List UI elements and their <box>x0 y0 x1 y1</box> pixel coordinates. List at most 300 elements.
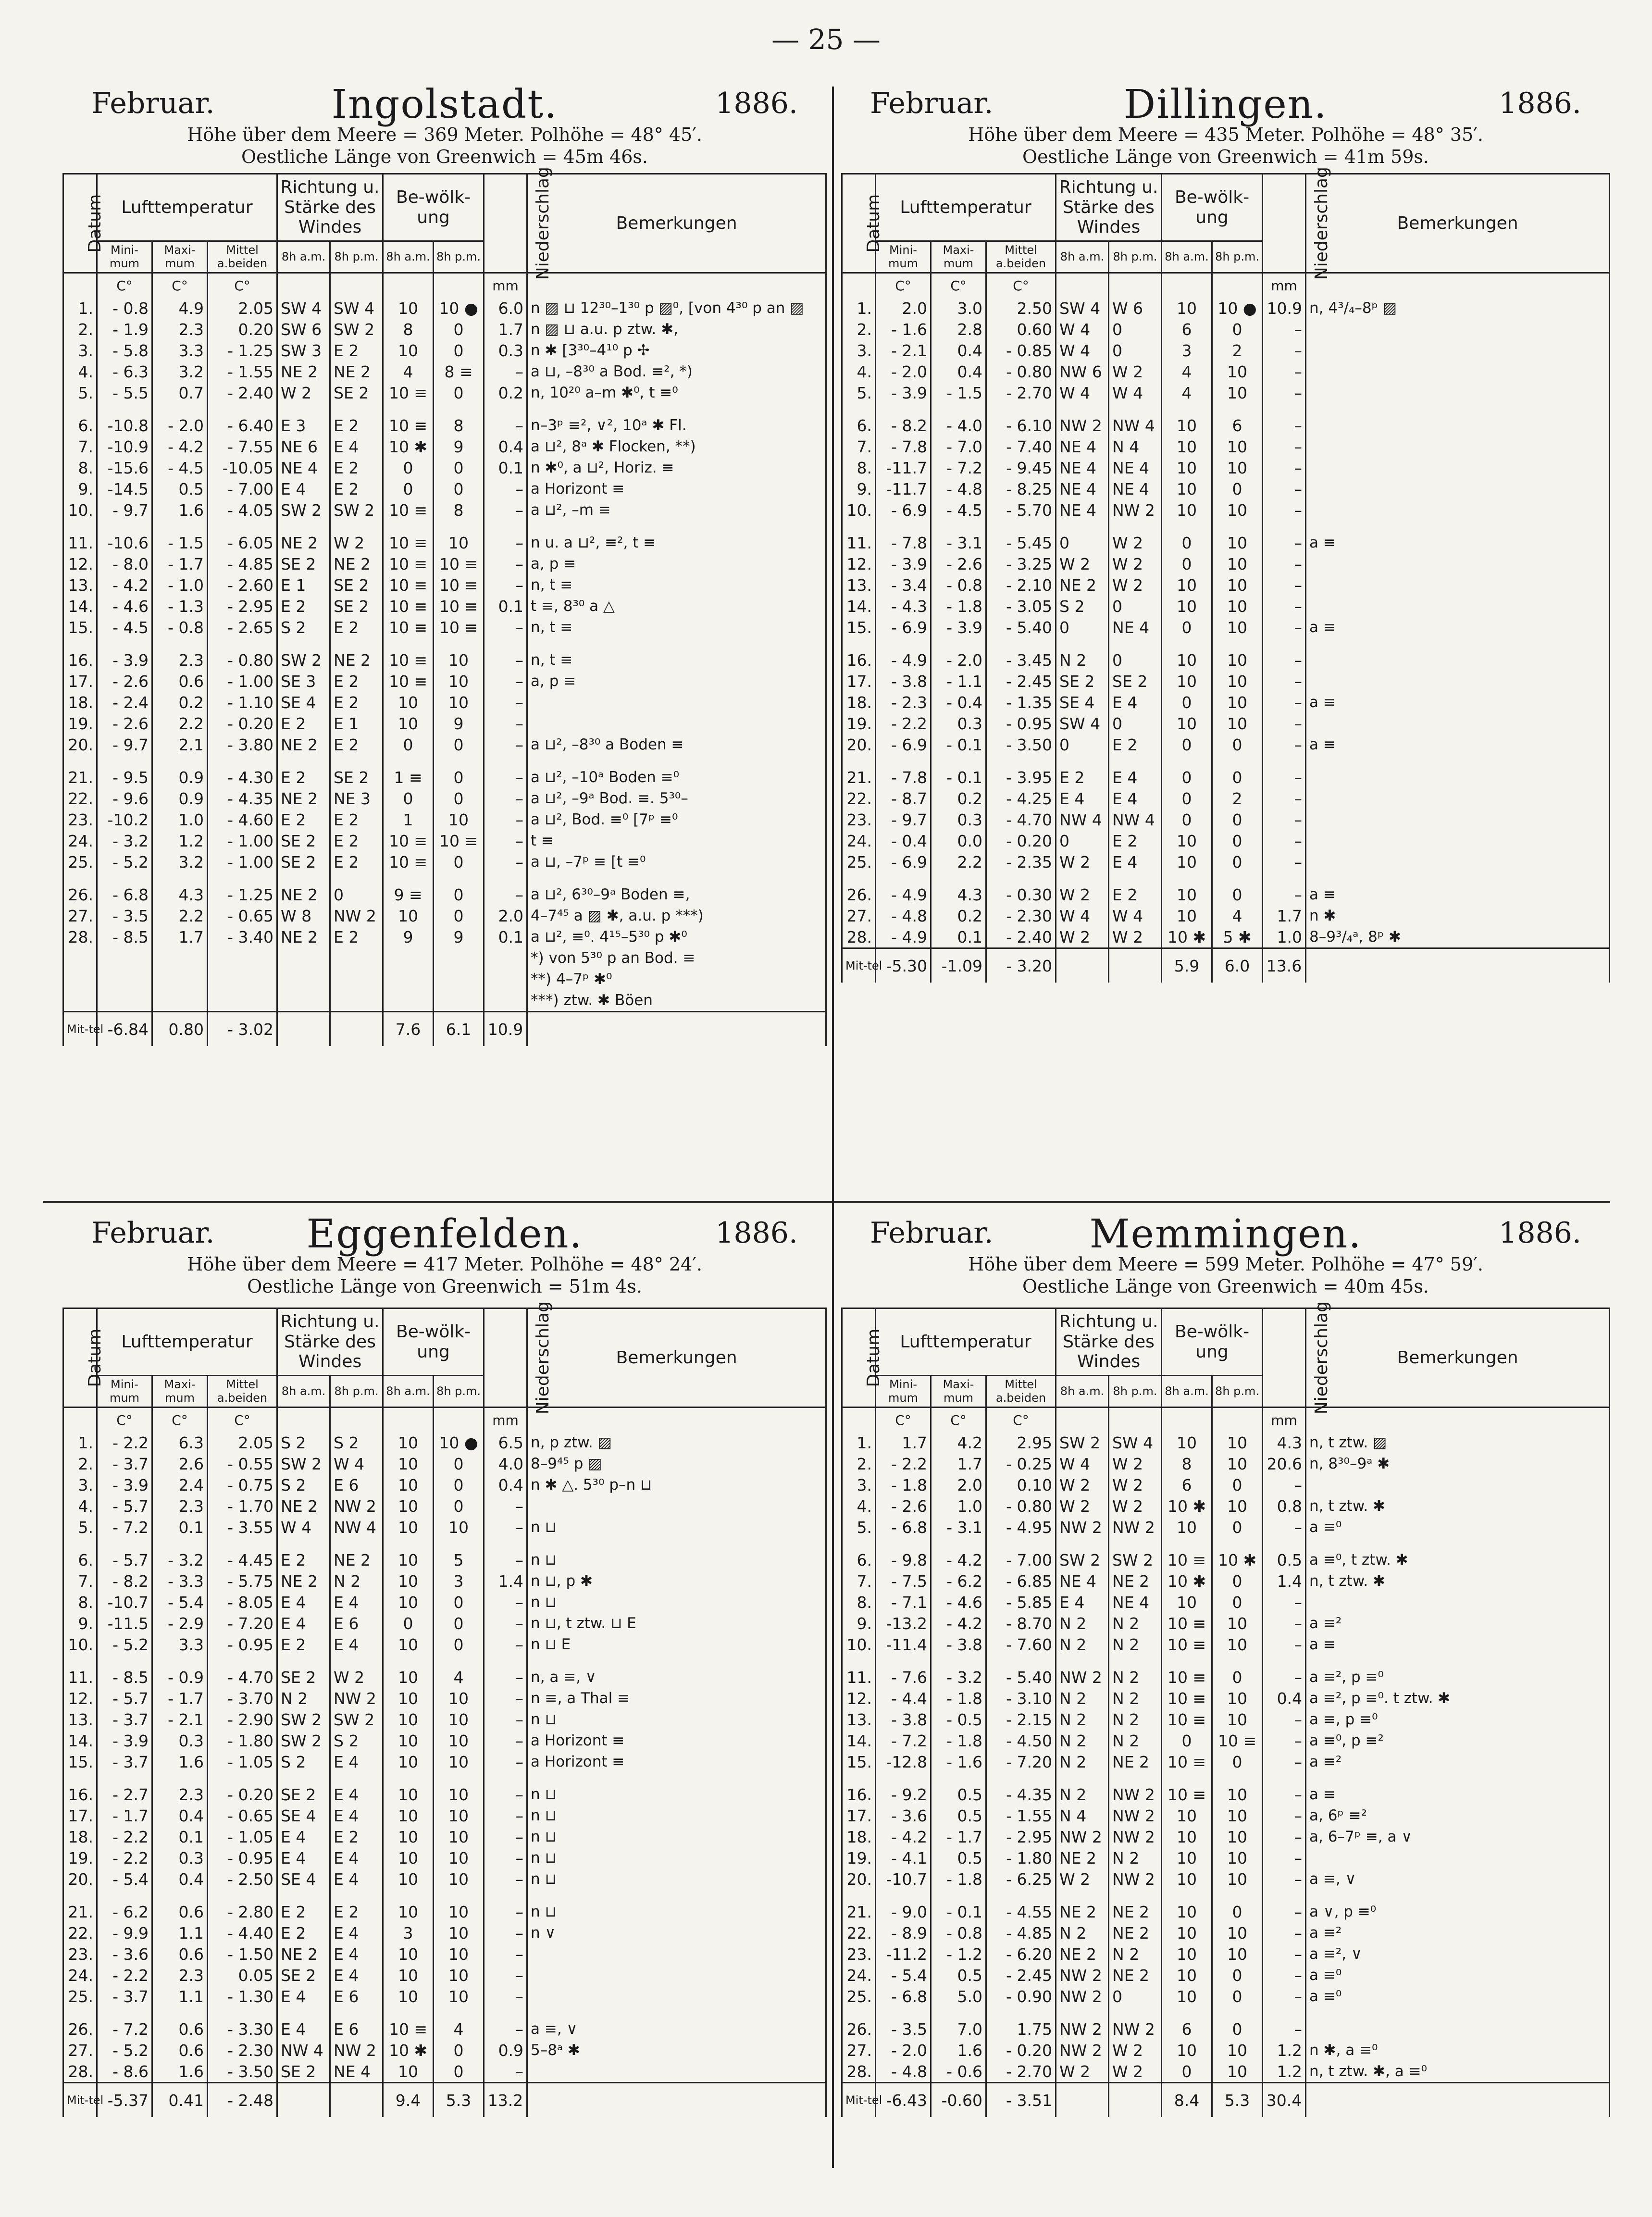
cell: N 2 <box>1056 1613 1109 1634</box>
cell: – <box>484 617 527 638</box>
col-bemerkungen: Bemerkungen <box>527 174 826 273</box>
table-row <box>842 1549 1610 1570</box>
cell: 2.6 <box>152 1453 208 1474</box>
cell: -10.8 <box>97 415 152 436</box>
footnote: *) von 5³⁰ p an Bod. ≡ <box>527 947 826 969</box>
cell: N 2 <box>1109 1667 1162 1688</box>
cell: 10 <box>1212 713 1263 734</box>
cell: SE 2 <box>277 851 330 872</box>
cell <box>527 1986 826 2007</box>
cell: a, 6ᵖ ≡² <box>1306 1805 1610 1826</box>
mean-value: -1.09 <box>931 948 986 983</box>
cell: 15. <box>842 617 876 638</box>
cell: - 0.8 <box>931 1922 986 1943</box>
cell: NW 4 <box>1056 809 1109 830</box>
cell: 0 <box>1212 319 1263 340</box>
cell: N 2 <box>1056 1751 1109 1772</box>
table-row <box>63 926 826 947</box>
cell: 10 <box>383 713 434 734</box>
cell: S 2 <box>277 1751 330 1772</box>
gap-cell <box>383 2007 434 2018</box>
table-row <box>842 298 1610 319</box>
gap-cell <box>1056 1772 1109 1784</box>
cell <box>1306 319 1610 340</box>
cell: N 2 <box>1056 1784 1109 1805</box>
table-row <box>63 1432 826 1453</box>
cell: 0 <box>434 457 484 478</box>
cell: 10 <box>1162 830 1212 851</box>
cell: 0 <box>1162 788 1212 809</box>
cell: - 0.90 <box>986 1986 1056 2007</box>
cell: - 4.55 <box>986 1901 1056 1922</box>
cell: – <box>1263 830 1306 851</box>
cell: - 3.9 <box>97 1730 152 1751</box>
cell: 15. <box>63 617 97 638</box>
cell: - 7.6 <box>876 1667 931 1688</box>
unit-blank <box>1306 1407 1610 1432</box>
cell: - 2.15 <box>986 1709 1056 1730</box>
cell: SW 2 <box>330 319 383 340</box>
cell: 1.7 <box>152 926 208 947</box>
cell: 0 <box>1212 2018 1263 2040</box>
cell: 10 <box>434 649 484 671</box>
cell: 15. <box>63 1751 97 1772</box>
cell: – <box>1263 1709 1306 1730</box>
cell: 0 <box>1162 767 1212 788</box>
cell: n ≡, a Thal ≡ <box>527 1688 826 1709</box>
cell: 3 <box>383 1922 434 1943</box>
cell: – <box>484 1495 527 1517</box>
gap-cell <box>152 1655 208 1667</box>
gap-cell <box>383 1890 434 1901</box>
gap-cell <box>277 1890 330 1901</box>
cell: 4.3 <box>1263 1432 1306 1453</box>
mean-value: 6.0 <box>1212 948 1263 983</box>
gap-cell <box>208 521 277 532</box>
cell: 10 ≡ <box>1162 1634 1212 1655</box>
gap-cell <box>484 872 527 884</box>
cell: - 0.75 <box>208 1474 277 1495</box>
cell: - 5.40 <box>986 617 1056 638</box>
station-panel-dillingen <box>841 82 1610 1197</box>
gap-cell <box>1162 755 1212 767</box>
gap-cell <box>1162 638 1212 649</box>
cell: 8. <box>842 1592 876 1613</box>
cell: 1. <box>63 1432 97 1453</box>
cell: a ≡⁰ <box>1306 1517 1610 1538</box>
blank-cell <box>208 947 277 969</box>
cell: 10 <box>1162 2040 1212 2061</box>
cell: E 4 <box>1056 1592 1109 1613</box>
cell: 1. <box>842 298 876 319</box>
cell: 10 ≡ <box>383 532 434 553</box>
cell: – <box>484 1901 527 1922</box>
cell: 0.4 <box>931 361 986 382</box>
cell: 18. <box>63 692 97 713</box>
cell: 1.4 <box>484 1570 527 1592</box>
col-cloud-pm: 8h p.m. <box>434 1376 484 1407</box>
unit-blank <box>1212 1407 1263 1432</box>
weather-table <box>62 1301 827 2117</box>
cell: - 9.9 <box>97 1922 152 1943</box>
cell <box>1306 809 1610 830</box>
cell: 10 <box>383 1474 434 1495</box>
cell: 10 <box>383 1453 434 1474</box>
gap-cell <box>1212 638 1263 649</box>
cell: n, 8³⁰–9ᵃ ✱ <box>1306 1453 1610 1474</box>
table-row <box>842 926 1610 948</box>
cell: E 2 <box>277 809 330 830</box>
cell: E 2 <box>330 617 383 638</box>
cell: t ≡ <box>527 830 826 851</box>
horizontal-divider <box>43 1201 1610 1203</box>
cell: 1.4 <box>1263 1570 1306 1592</box>
cell: NE 2 <box>1109 1922 1162 1943</box>
cell: 0.9 <box>152 788 208 809</box>
table-row <box>842 1474 1610 1495</box>
cell: 3. <box>842 340 876 361</box>
cell: E 4 <box>330 1805 383 1826</box>
cell: - 4.85 <box>986 1922 1056 1943</box>
unit-mm: mm <box>484 1407 527 1432</box>
cell: 10 ✱ <box>1162 1495 1212 1517</box>
cell <box>1306 1847 1610 1868</box>
cell: 5 <box>434 1549 484 1570</box>
cell: 0.3 <box>484 340 527 361</box>
cell: - 2.65 <box>208 617 277 638</box>
cell: 0 <box>1212 1592 1263 1613</box>
cell: a ⊔, –7ᵖ ≡ [t ≡⁰ <box>527 851 826 872</box>
cell: W 2 <box>1056 553 1109 574</box>
cell: 10 <box>1162 478 1212 499</box>
cell: 10 <box>1212 1868 1263 1890</box>
table-row <box>63 457 826 478</box>
cell: n, t ztw. ✱ <box>1306 1495 1610 1517</box>
cell: - 4.9 <box>876 884 931 905</box>
gap-cell <box>63 1538 97 1549</box>
gap-cell <box>986 1655 1056 1667</box>
cell: - 6.3 <box>97 361 152 382</box>
cell: 7.0 <box>931 2018 986 2040</box>
gap-cell <box>152 2007 208 2018</box>
cell: t ≡, 8³⁰ a △ <box>527 596 826 617</box>
cell: - 4.0 <box>931 415 986 436</box>
cell: - 1.7 <box>931 1826 986 1847</box>
gap-cell <box>1056 872 1109 884</box>
table-row <box>842 361 1610 382</box>
cell: N 2 <box>1109 1730 1162 1751</box>
col-bemerkungen: Bemerkungen <box>527 1308 826 1407</box>
cell: - 9.45 <box>986 457 1056 478</box>
table-row <box>842 1709 1610 1730</box>
cell: 13. <box>63 574 97 596</box>
cell: - 4.5 <box>931 499 986 521</box>
gap-cell <box>1109 403 1162 415</box>
gap-cell <box>434 1538 484 1549</box>
table-row <box>63 1634 826 1655</box>
cell: - 2.40 <box>208 382 277 403</box>
cell: 10 <box>383 1847 434 1868</box>
cell: 0 <box>1162 553 1212 574</box>
cell: 1.6 <box>931 2040 986 2061</box>
cell: E 2 <box>277 1922 330 1943</box>
table-row <box>63 1965 826 1986</box>
cell: W 4 <box>1056 340 1109 361</box>
cell: SE 2 <box>277 830 330 851</box>
cell: SW 3 <box>277 340 330 361</box>
cell: 10 ≡ <box>1162 1709 1212 1730</box>
cell: - 1.5 <box>931 382 986 403</box>
cell: – <box>1263 499 1306 521</box>
footnote-row <box>63 990 826 1012</box>
unit-blank <box>1056 273 1109 298</box>
weather-table <box>841 1301 1610 2117</box>
cell: - 0.30 <box>986 884 1056 905</box>
table-row <box>63 596 826 617</box>
station-panel-memmingen <box>841 1211 1610 2182</box>
row-gap <box>842 638 1610 649</box>
cell: 0 <box>1212 1986 1263 2007</box>
col-cloud-am: 8h a.m. <box>383 241 434 273</box>
cell: - 8.25 <box>986 478 1056 499</box>
cell: - 3.3 <box>152 1570 208 1592</box>
cell: - 4.9 <box>876 649 931 671</box>
cell: - 5.8 <box>97 340 152 361</box>
cell: E 4 <box>330 1965 383 1986</box>
cell: E 2 <box>277 1634 330 1655</box>
table-row <box>63 1805 826 1826</box>
cell <box>1306 830 1610 851</box>
cell: 0 <box>434 1474 484 1495</box>
table-row <box>842 415 1610 436</box>
gap-cell <box>97 638 152 649</box>
cell: W 2 <box>1109 1453 1162 1474</box>
cell: 10 <box>383 1592 434 1613</box>
cell: 16. <box>842 1784 876 1805</box>
cell: - 6.8 <box>97 884 152 905</box>
cell: – <box>1263 1751 1306 1772</box>
cell: – <box>484 1517 527 1538</box>
gap-cell <box>1306 755 1610 767</box>
gap-cell <box>986 872 1056 884</box>
cell: - 2.1 <box>152 1709 208 1730</box>
blank-cell <box>208 969 277 990</box>
gap-cell <box>152 872 208 884</box>
gap-cell <box>1306 521 1610 532</box>
cell: 10 <box>1162 671 1212 692</box>
cell: – <box>484 1868 527 1890</box>
table-row <box>842 340 1610 361</box>
cell: 10 <box>1212 1634 1263 1655</box>
mean-value: 0.80 <box>152 1012 208 1046</box>
cell: a ≡², p ≡⁰ <box>1306 1667 1610 1688</box>
cell: 0.10 <box>986 1474 1056 1495</box>
gap-cell <box>434 1890 484 1901</box>
cell: n, t ≡ <box>527 617 826 638</box>
cell <box>527 713 826 734</box>
cell: – <box>1263 1784 1306 1805</box>
table-row <box>842 2018 1610 2040</box>
cell: a ≡ <box>1306 1634 1610 1655</box>
mean-value: 7.6 <box>383 1012 434 1046</box>
cell: – <box>1263 1667 1306 1688</box>
cell: - 2.45 <box>986 1965 1056 1986</box>
cell: 21. <box>842 767 876 788</box>
cell: NE 3 <box>330 788 383 809</box>
cell: 0 <box>1212 1751 1263 1772</box>
cell: 0.7 <box>152 382 208 403</box>
cell: - 7.2 <box>97 2018 152 2040</box>
cell: NE 2 <box>1056 1847 1109 1868</box>
unit-mm: mm <box>1263 273 1306 298</box>
cell: a ⊔², 6³⁰–9ᵃ Boden ≡, <box>527 884 826 905</box>
blank-cell <box>330 969 383 990</box>
cell: 23. <box>842 809 876 830</box>
cell: 14. <box>842 1730 876 1751</box>
table-row <box>842 1634 1610 1655</box>
cell: - 6.9 <box>876 734 931 755</box>
blank-cell <box>1306 948 1610 983</box>
cell: 0 <box>383 734 434 755</box>
cell: 0.4 <box>152 1805 208 1826</box>
cell: NE 4 <box>1109 457 1162 478</box>
cell: - 8.05 <box>208 1592 277 1613</box>
cell: 1.6 <box>152 499 208 521</box>
cell: – <box>484 734 527 755</box>
table-row <box>842 671 1610 692</box>
cell: NE 2 <box>277 884 330 905</box>
cell: - 5.75 <box>208 1570 277 1592</box>
cell: 5–8ᵃ ✱ <box>527 2040 826 2061</box>
cell: - 0.8 <box>931 574 986 596</box>
gap-cell <box>97 2007 152 2018</box>
col-niederschlag <box>484 1301 553 1415</box>
cell: - 0.20 <box>208 713 277 734</box>
cell: 18. <box>842 1826 876 1847</box>
cell: SW 4 <box>1056 298 1109 319</box>
cell: 0 <box>434 478 484 499</box>
row-gap <box>63 1538 826 1549</box>
col-cloud-pm: 8h p.m. <box>1212 241 1263 273</box>
cell: 10 <box>383 1432 434 1453</box>
cell: – <box>1263 649 1306 671</box>
row-gap <box>842 403 1610 415</box>
cell: - 3.50 <box>208 2061 277 2083</box>
cell: NE 2 <box>330 361 383 382</box>
col-datum <box>63 1308 105 1407</box>
col-min: Mini-mum <box>876 241 931 273</box>
cell: 10 <box>1162 436 1212 457</box>
cell: SE 2 <box>277 553 330 574</box>
station-elevation-latitude: Höhe über dem Meere = 435 Meter. Polhöhe = 48° 35′. <box>968 124 1483 145</box>
cell: 17. <box>842 1805 876 1826</box>
gap-cell <box>931 1890 986 1901</box>
unit-celsius: C° <box>986 1407 1056 1432</box>
row-gap <box>63 755 826 767</box>
cell: 0.5 <box>931 1805 986 1826</box>
cell: - 3.50 <box>986 734 1056 755</box>
cell: - 2.6 <box>97 671 152 692</box>
cell: 3 <box>1162 340 1212 361</box>
gap-cell <box>277 521 330 532</box>
cell: 10 ≡ <box>383 596 434 617</box>
cell: SE 4 <box>277 1805 330 1826</box>
cell: 10 <box>383 905 434 926</box>
cell: - 1.00 <box>208 830 277 851</box>
cell: NE 2 <box>1056 1901 1109 1922</box>
cell: 6.5 <box>484 1432 527 1453</box>
cell: - 4.5 <box>97 617 152 638</box>
cell: a, p ≡ <box>527 553 826 574</box>
cell: - 4.35 <box>208 788 277 809</box>
cell: 10 <box>383 1943 434 1965</box>
cell: 21. <box>63 767 97 788</box>
cell: 9. <box>842 478 876 499</box>
cell: - 2.50 <box>208 1868 277 1890</box>
gap-cell <box>842 1890 876 1901</box>
unit-celsius: C° <box>876 1407 931 1432</box>
cell: NW 4 <box>1109 809 1162 830</box>
col-wind-am: 8h a.m. <box>1056 241 1109 273</box>
cell: a ⊔², –9ᵃ Bod. ≡. 5³⁰– <box>527 788 826 809</box>
gap-cell <box>434 403 484 415</box>
cell: 10 <box>383 1517 434 1538</box>
cell: – <box>484 1805 527 1826</box>
mean-value <box>1056 948 1109 983</box>
cell: E 2 <box>330 415 383 436</box>
cell: 10 <box>434 1901 484 1922</box>
cell: 1.0 <box>1263 926 1306 948</box>
table-row <box>842 478 1610 499</box>
cell <box>527 1943 826 1965</box>
cell: 27. <box>63 905 97 926</box>
cell: N 2 <box>1056 1922 1109 1943</box>
cell: - 3.7 <box>97 1986 152 2007</box>
cell: 10 ≡ <box>434 596 484 617</box>
cell: 10 <box>1212 1613 1263 1634</box>
cell: – <box>484 1592 527 1613</box>
cell: 12. <box>63 553 97 574</box>
gap-cell <box>97 403 152 415</box>
cell: S 2 <box>330 1730 383 1751</box>
station-elevation-latitude: Höhe über dem Meere = 599 Meter. Polhöhe = 47° 59′. <box>968 1254 1483 1275</box>
gap-cell <box>1263 1890 1306 1901</box>
cell: - 6.10 <box>986 415 1056 436</box>
unit-row <box>63 273 826 298</box>
col-max: Maxi-mum <box>931 1376 986 1407</box>
cell: – <box>484 649 527 671</box>
col-max: Maxi-mum <box>931 241 986 273</box>
month-label: Februar. <box>870 1216 994 1250</box>
cell: - 4.05 <box>208 499 277 521</box>
gap-cell <box>1056 638 1109 649</box>
cell: SW 2 <box>1056 1432 1109 1453</box>
cell: 0 <box>1212 1474 1263 1495</box>
mean-value: 0.41 <box>152 2083 208 2117</box>
cell: 16. <box>63 649 97 671</box>
cell: 0.1 <box>152 1517 208 1538</box>
blank-cell <box>330 947 383 969</box>
cell: 10 <box>1162 649 1212 671</box>
cell: 10 <box>1212 1688 1263 1709</box>
gap-cell <box>484 403 527 415</box>
cell: - 1.3 <box>152 596 208 617</box>
cell: - 5.5 <box>97 382 152 403</box>
cell: - 5.2 <box>97 1634 152 1655</box>
table-row <box>63 319 826 340</box>
cell: - 1.8 <box>931 1868 986 1890</box>
cell: 0.6 <box>152 1901 208 1922</box>
